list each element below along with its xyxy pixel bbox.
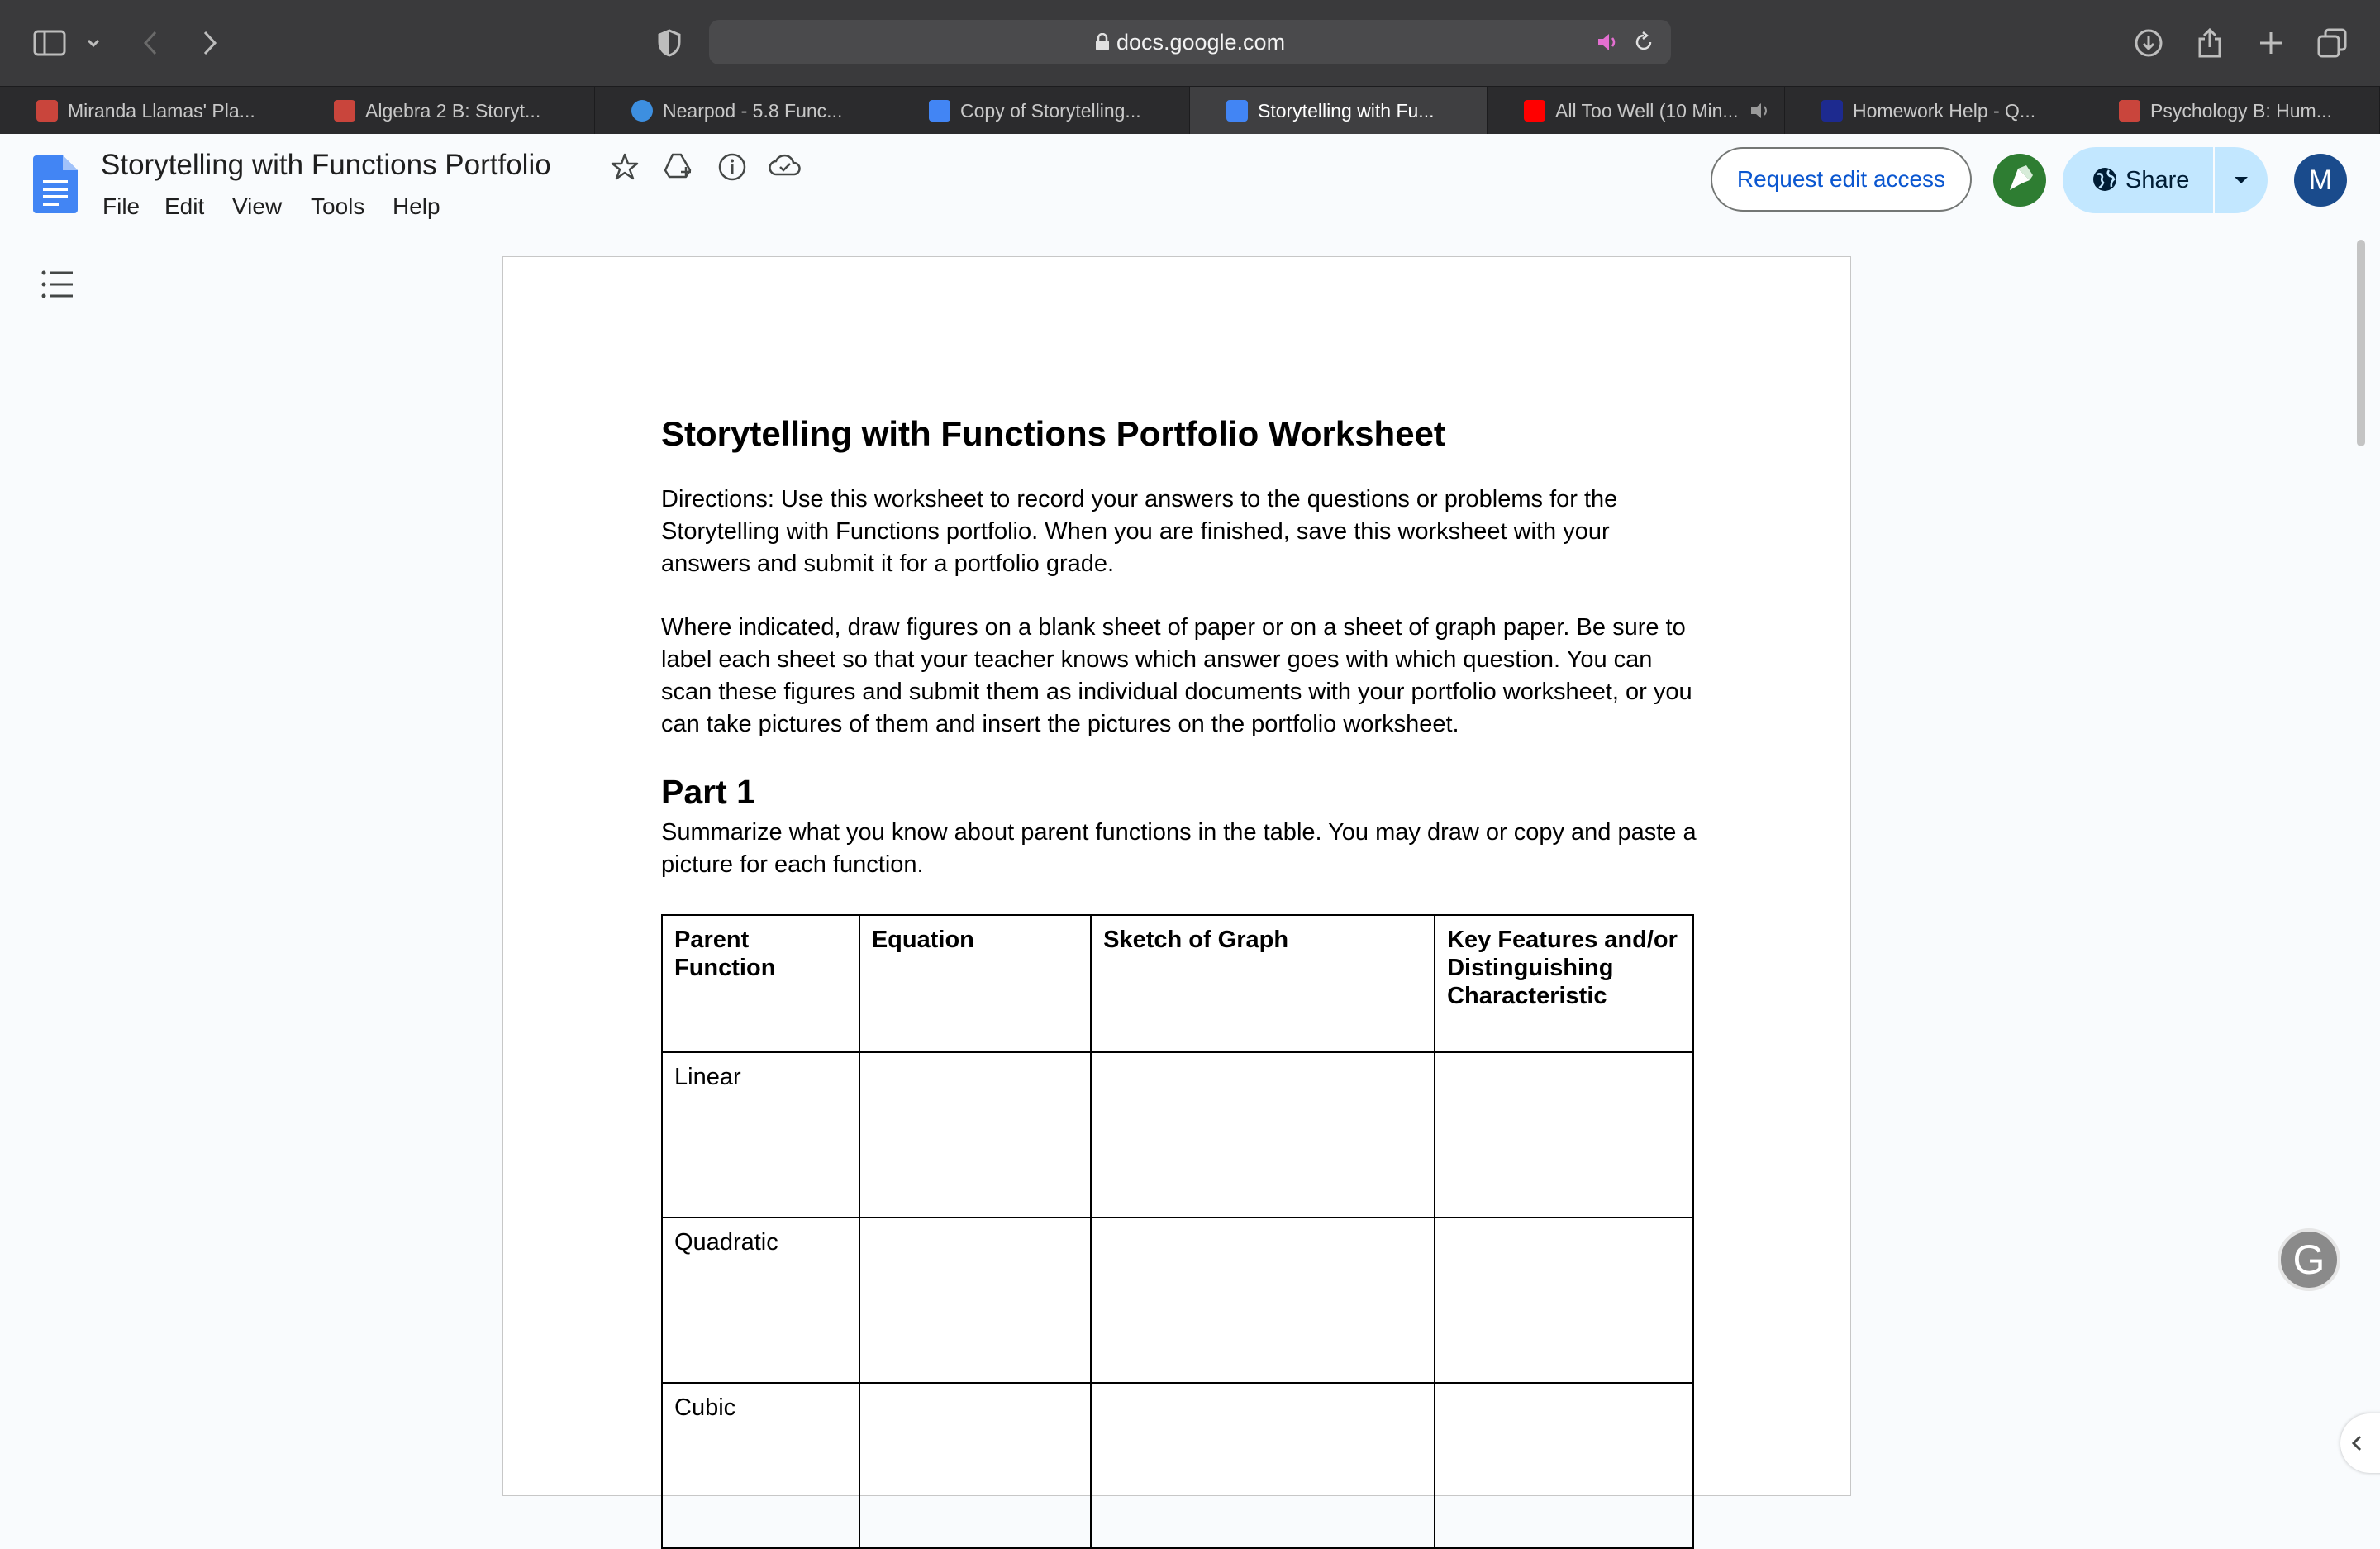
- docs-logo-icon[interactable]: [33, 155, 78, 217]
- browser-tab[interactable]: [0, 87, 298, 135]
- x-logo-icon: [334, 100, 355, 122]
- audio-playing-icon[interactable]: [1597, 31, 1620, 57]
- tab-bar: [0, 86, 2380, 135]
- star-icon[interactable]: [610, 152, 643, 185]
- document-page: [502, 256, 1851, 1496]
- tab-label: Algebra 2 B: Storyt...: [365, 99, 541, 122]
- directions-paragraph: Directions: Use this worksheet to record your answers to the questions or problems for the Storytelling with Functions portfolio. When you are finished, save this worksheet with your answers and submit it for a portfolio grade.: [661, 486, 1618, 577]
- menu-help[interactable]: Help: [393, 193, 440, 219]
- document-body: [661, 414, 1702, 1549]
- tab-label: Nearpod - 5.8 Func...: [663, 99, 843, 122]
- chevron-left-icon: [2340, 1413, 2373, 1473]
- globe-icon: [2091, 165, 2119, 200]
- share-label: Share: [2125, 166, 2190, 193]
- docs-icon: [1226, 100, 1248, 122]
- url-label: docs.google.com: [1116, 30, 1286, 55]
- share-sheet-icon[interactable]: [2192, 25, 2228, 61]
- caret-down-icon: [2215, 147, 2268, 213]
- table-header-cell: Key Features and/or Distinguishing Characteristic: [1435, 915, 1693, 1052]
- info-icon[interactable]: [717, 152, 750, 185]
- table-cell: [859, 1052, 1091, 1218]
- part-1-heading: Part 1: [661, 773, 755, 811]
- table-header-cell: Equation: [859, 915, 1091, 1052]
- move-to-drive-icon[interactable]: [663, 152, 696, 185]
- table-header-cell: Sketch of Graph: [1091, 915, 1435, 1052]
- sidebar-toggle-icon[interactable]: [31, 25, 68, 61]
- tab-label: Copy of Storytelling...: [960, 99, 1141, 122]
- back-icon[interactable]: [132, 25, 169, 61]
- tab-label: All Too Well (10 Min...: [1555, 99, 1739, 122]
- tab-label: Psychology B: Hum...: [2150, 99, 2332, 122]
- figures-paragraph: Where indicated, draw figures on a blank sheet of paper or on a sheet of graph paper. Be sure to label each sheet so that your teacher knows which answer goes with which question. You can scan these figures and submit them as individual documents with your portfolio worksheet, or you can take pictures of them and insert the pictures on the portfolio worksheet.: [661, 614, 1692, 737]
- table-cell: [859, 1218, 1091, 1383]
- table-cell-function: Cubic: [662, 1383, 859, 1548]
- menu-view[interactable]: View: [232, 193, 283, 219]
- menu-edit[interactable]: Edit: [164, 193, 205, 219]
- document-outline-icon[interactable]: [41, 269, 74, 299]
- table-row: [662, 1383, 1693, 1548]
- reload-icon[interactable]: [1633, 31, 1654, 58]
- side-panel-toggle[interactable]: [2340, 1413, 2380, 1473]
- table-row: [662, 1052, 1693, 1218]
- parent-functions-table: [661, 914, 1694, 1549]
- table-header-cell: Parent Function: [662, 915, 859, 1052]
- share-button[interactable]: [2063, 147, 2213, 213]
- share-dropdown-button[interactable]: [2215, 147, 2268, 213]
- browser-toolbar: [0, 0, 2380, 86]
- speaker-icon[interactable]: [1749, 101, 1773, 126]
- tab-label: Homework Help - Q...: [1853, 99, 2036, 122]
- table-cell-function: Quadratic: [662, 1218, 859, 1383]
- star-icon: [1821, 100, 1843, 122]
- table-header-row: [662, 915, 1693, 1052]
- part-1-instructions: Summarize what you know about parent functions in the table. You may draw or copy and paste a picture for each function.: [661, 819, 1697, 878]
- forward-icon[interactable]: [192, 25, 228, 61]
- user-avatar[interactable]: M: [2294, 154, 2347, 207]
- table-cell: [1091, 1052, 1435, 1218]
- x-logo-icon: [2119, 100, 2140, 122]
- document-heading: Storytelling with Functions Portfolio Worksheet: [661, 414, 1445, 453]
- x-logo-icon: [36, 100, 58, 122]
- table-cell-function: Linear: [662, 1052, 859, 1218]
- youtube-icon: [1524, 100, 1545, 122]
- table-cell: [859, 1383, 1091, 1548]
- table-cell: [1435, 1218, 1693, 1383]
- tab-label: Miranda Llamas' Pla...: [68, 99, 255, 122]
- grammarly-icon[interactable]: G: [2278, 1228, 2340, 1291]
- table-cell: [1091, 1218, 1435, 1383]
- request-edit-access-button[interactable]: Request edit access: [1711, 147, 1972, 212]
- table-cell: [1435, 1383, 1693, 1548]
- tab-overview-icon[interactable]: [2314, 25, 2350, 61]
- document-title[interactable]: Storytelling with Functions Portfolio: [101, 149, 551, 181]
- browser-tab-active[interactable]: [1190, 87, 1488, 135]
- tab-label: Storytelling with Fu...: [1258, 99, 1435, 122]
- table-row: [662, 1218, 1693, 1383]
- browser-tab[interactable]: [1785, 87, 2082, 135]
- lock-icon: [1095, 33, 1110, 51]
- vertical-scrollbar[interactable]: [2357, 240, 2365, 446]
- downloads-icon[interactable]: [2130, 25, 2167, 61]
- address-bar[interactable]: [709, 20, 1671, 64]
- browser-tab[interactable]: [298, 87, 595, 135]
- nearpod-icon: [631, 100, 653, 122]
- browser-tab[interactable]: [2082, 87, 2380, 135]
- privacy-shield-icon[interactable]: [651, 25, 688, 61]
- collaborator-avatar[interactable]: [1993, 154, 2046, 207]
- browser-tab[interactable]: [1488, 87, 1785, 135]
- cloud-saved-icon[interactable]: [769, 152, 802, 185]
- docs-icon: [929, 100, 950, 122]
- table-cell: [1435, 1052, 1693, 1218]
- menu-tools[interactable]: Tools: [311, 193, 365, 219]
- new-tab-icon[interactable]: [2253, 25, 2289, 61]
- browser-tab[interactable]: [892, 87, 1190, 135]
- url-text[interactable]: [709, 20, 1671, 64]
- menu-file[interactable]: File: [102, 193, 140, 219]
- browser-tab[interactable]: [595, 87, 892, 135]
- docs-header: [0, 134, 2380, 241]
- chevron-down-icon[interactable]: [81, 25, 106, 61]
- table-cell: [1091, 1383, 1435, 1548]
